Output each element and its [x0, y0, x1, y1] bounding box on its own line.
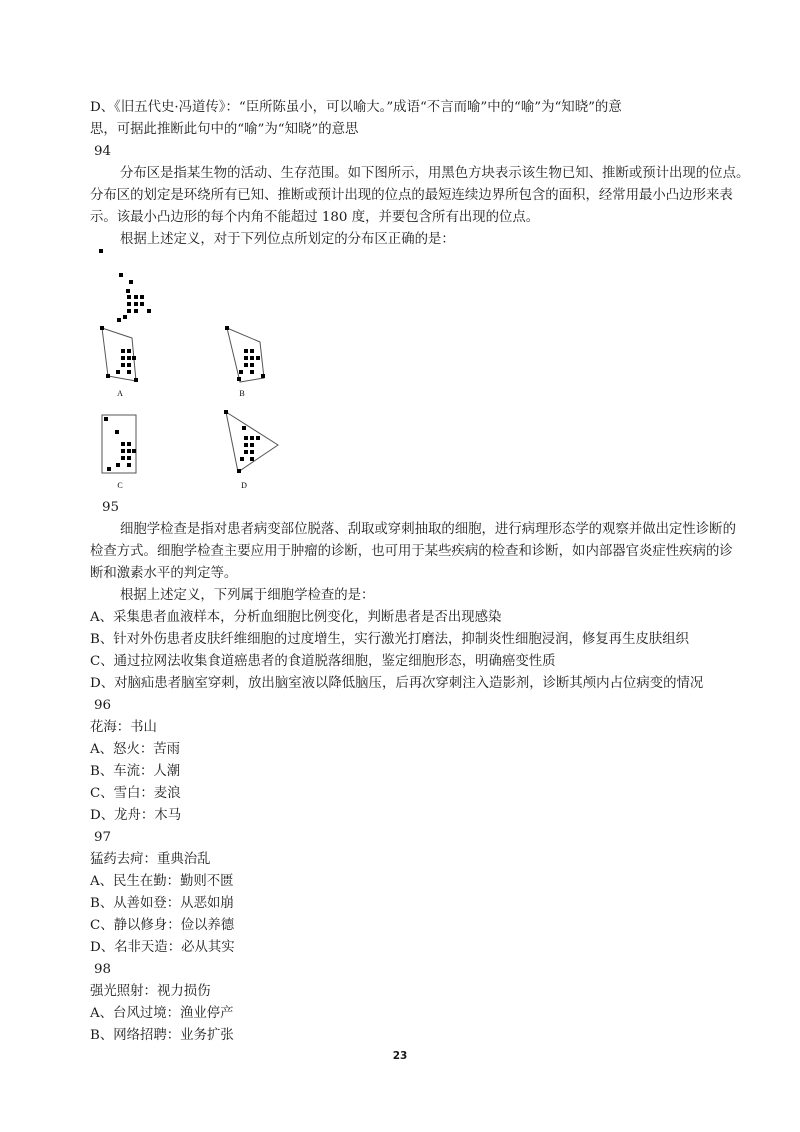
text-line: 细胞学检查是指对患者病变部位脱落、刮取或穿刺抽取的细胞，进行病理形态学的观察并做出定性诊断的: [120, 522, 736, 537]
option-d-label: D: [241, 481, 247, 490]
text-line: 断和激素水平的判定等。: [90, 566, 238, 581]
option-a: A、采集患者血液样本，分析血细胞比例变化，判断患者是否出现感染: [90, 610, 502, 625]
option-d: D、名非天造：必从其实: [90, 940, 235, 955]
option-b-label: B: [239, 389, 245, 398]
option-a-label: A: [117, 389, 123, 398]
text-line: 检查方式。细胞学检查主要应用于肿瘤的诊断，也可用于某些疾病的检查和诊断，如内部器官炎症性疾病的诊: [90, 544, 733, 559]
distribution-figure: [94, 246, 314, 494]
option-c-label: C: [117, 481, 123, 490]
option-c-diagram: [102, 415, 136, 490]
option-d-diagram: [224, 410, 278, 490]
question-stem: 强光照射：视力损伤: [90, 984, 211, 999]
question-number: 95: [102, 500, 120, 515]
question-stem: 猛药去疴：重典治乱: [90, 852, 211, 867]
option-b: B、车流：人潮: [90, 764, 181, 779]
option-d: D、龙舟：木马: [90, 808, 182, 823]
question-stem: 花海：书山: [90, 720, 157, 735]
option-b: B、从善如登：从恶如崩: [90, 896, 234, 911]
original-points: [99, 249, 151, 322]
text-line: 根据上述定义，对于下列位点所划定的分布区正确的是：: [120, 232, 455, 247]
question-number: 97: [94, 830, 112, 845]
option-b: B、针对外伤患者皮肤纤维细胞的过度增生，实行激光打磨法，抑制炎性细胞浸润，修复再生皮肤组织: [90, 632, 690, 647]
question-number: 94: [94, 144, 112, 159]
option-a: A、台风过境：渔业停产: [90, 1006, 234, 1021]
option-b: B、网络招聘：业务扩张: [90, 1028, 234, 1043]
text-line: 思，可据此推断此句中的“喻”为“知晓”的意思: [90, 122, 359, 137]
page-number: 23: [392, 1050, 408, 1062]
option-c: C、雪白：麦浪: [90, 786, 181, 801]
option-d: D、对脑疝患者脑室穿刺，放出脑室液以降低脑压，后再次穿刺注入造影剂，诊断其颅内占位病变的情况: [90, 676, 704, 691]
text-line: 根据上述定义，下列属于细胞学检查的是：: [120, 588, 375, 603]
text-line: D、《旧五代史·冯道传》：“臣所陈虽小，可以喻大。”成语“不言而喻”中的“喻”为“知晓”的意: [90, 100, 622, 115]
option-c: C、静以修身：俭以养德: [90, 918, 235, 933]
option-b-diagram: [225, 326, 265, 398]
text-line: 分布区是指某生物的活动、生存范围。如下图所示，用黑色方块表示该生物已知、推断或预计出现的位点。: [120, 166, 750, 181]
text-line: 分布区的划定是环绕所有已知、推断或预计出现的位点的最短连续边界所包含的面积，经常用最小凸边形来表: [90, 188, 733, 203]
text-line: 示。该最小凸边形的每个内角不能超过 180 度，并要包含所有出现的位点。: [90, 210, 540, 225]
option-a-diagram: [100, 326, 138, 398]
option-c: C、通过拉网法收集食道癌患者的食道脱落细胞，鉴定细胞形态，明确癌变性质: [90, 654, 556, 669]
question-number: 98: [94, 962, 112, 977]
question-number: 96: [94, 698, 112, 713]
figure-svg: [94, 246, 314, 494]
option-a: A、民生在勤：勤则不匮: [90, 874, 234, 889]
option-a: A、怒火：苦雨: [90, 742, 181, 757]
